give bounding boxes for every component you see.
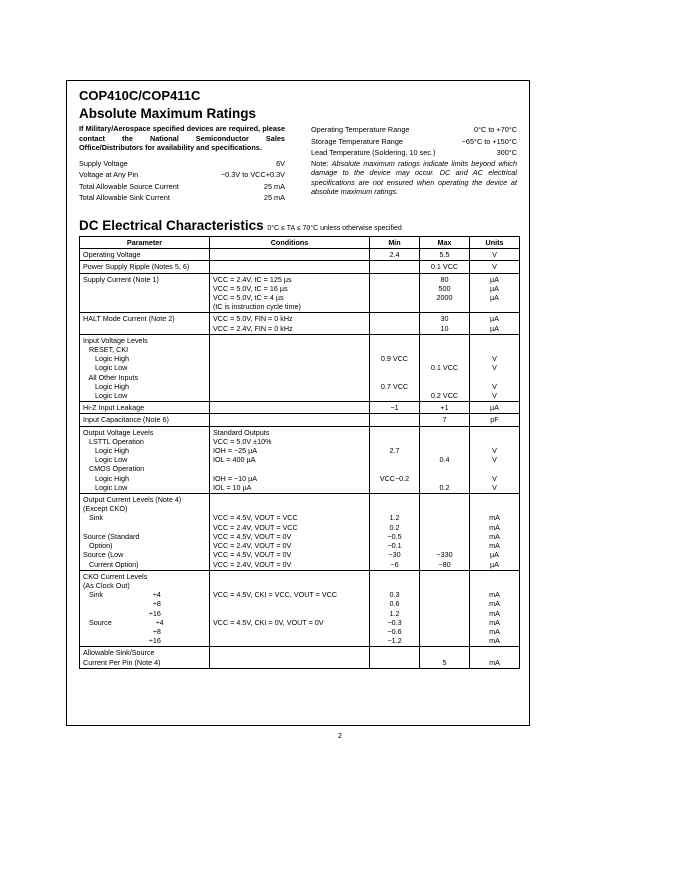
rating-label: Lead Temperature (Soldering, 10 sec.) <box>311 148 436 157</box>
cell-units: V V V V <box>470 334 520 401</box>
cell-parameter: Supply Current (Note 1) <box>80 273 210 313</box>
cell-parameter: Power Supply Ripple (Notes 5, 6) <box>80 261 210 273</box>
cell-min <box>370 647 420 668</box>
dc-title: DC Electrical Characteristics 0°C ≤ TA ≤ 70°C unless otherwise specified <box>79 218 402 233</box>
cell-conditions: VCC = 5.0V, FIN = 0 kHz VCC = 2.4V, FIN = 0 kHz <box>210 313 370 334</box>
abs-max-right <box>311 124 517 197</box>
left-rating-row <box>79 169 285 181</box>
part-number: COP410C/COP411C <box>79 88 201 103</box>
cell-units: µA µA µA <box>470 273 520 313</box>
cell-min <box>370 261 420 273</box>
table-row <box>80 647 520 668</box>
cell-max: 30 10 <box>420 313 470 334</box>
cell-parameter: Hi-Z Input Leakage <box>80 402 210 414</box>
cell-parameter: Output Current Levels (Note 4) (Except CKO) Sink Source (Standard Option) Source (Low Current Option) <box>80 494 210 571</box>
cell-min: 0.9 VCC 0.7 VCC <box>370 334 420 401</box>
rating-value: 25 mA <box>263 193 285 202</box>
cell-units: µA µA <box>470 313 520 334</box>
cell-min: −1 <box>370 402 420 414</box>
cell-min <box>370 273 420 313</box>
cell-conditions: VCC = 2.4V, tC = 125 µs VCC = 5.0V, tC = 16 µs VCC = 5.0V, tC = 4 µs (tC is instruction cycle time) <box>210 273 370 313</box>
table-row <box>80 494 520 571</box>
cell-parameter: CKO Current Levels (As Clock Out) Sink ÷4 ÷8 ÷16 Source ÷4 ÷8 ÷16 <box>80 570 210 647</box>
military-warning: If Military/Aerospace specified devices are required, please contact the National Semiconductor Sales Office/Distributors for availability and specifications. <box>79 124 285 152</box>
rating-value: 6V <box>276 158 285 168</box>
left-rating-row <box>79 192 285 204</box>
right-rating-row <box>311 136 517 148</box>
table-row <box>80 249 520 261</box>
cell-max: 5 <box>420 647 470 668</box>
table-row <box>80 273 520 313</box>
dc-table <box>79 236 520 669</box>
cell-min: 1.2 0.2 −0.5 −0.1 −30 −6 <box>370 494 420 571</box>
cell-units: mA mA mA mA µA µA <box>470 494 520 571</box>
dc-condition: 0°C ≤ TA ≤ 70°C unless otherwise specified <box>267 225 402 232</box>
abs-max-title: Absolute Maximum Ratings <box>79 106 257 121</box>
rating-label: Total Allowable Source Current <box>79 181 179 191</box>
table-row <box>80 570 520 647</box>
cell-max: 80 500 2000 <box>420 273 470 313</box>
cell-conditions <box>210 402 370 414</box>
rating-value: 0°C to +70°C <box>474 125 517 134</box>
header-parameter: Parameter <box>80 237 210 249</box>
right-rating-row <box>311 124 517 136</box>
cell-max: 0.1 VCC <box>420 261 470 273</box>
table-row <box>80 334 520 401</box>
cell-parameter: Operating Voltage <box>80 249 210 261</box>
cell-max: 0.4 0.2 <box>420 426 470 493</box>
cell-conditions <box>210 334 370 401</box>
cell-max: −330 −80 <box>420 494 470 571</box>
cell-parameter: Input Voltage Levels RESET, CKI Logic High Logic Low All Other Inputs Logic High Logic Low <box>80 334 210 401</box>
cell-units: V <box>470 261 520 273</box>
cell-min <box>370 313 420 334</box>
abs-max-left <box>79 124 285 204</box>
cell-max: 7 <box>420 414 470 426</box>
dc-header-row <box>80 237 520 249</box>
cell-parameter: HALT Mode Current (Note 2) <box>80 313 210 334</box>
cell-conditions <box>210 414 370 426</box>
cell-max: 5.5 <box>420 249 470 261</box>
cell-conditions: VCC = 4.5V, CKI = VCC, VOUT = VCC VCC = 4.5V, CKI = 0V, VOUT = 0V <box>210 570 370 647</box>
rating-label: Voltage at Any Pin <box>79 170 139 179</box>
cell-conditions: Standard Outputs VCC = 5.0V ±10% IOH = −25 µA IOL = 400 µA IOH = −10 µA IOL = 10 µA <box>210 426 370 493</box>
cell-units: µA <box>470 402 520 414</box>
header-min: Min <box>370 237 420 249</box>
header-units: Units <box>470 237 520 249</box>
rating-label: Operating Temperature Range <box>311 125 410 134</box>
cell-min: 2.7 VCC−0.2 <box>370 426 420 493</box>
table-row <box>80 402 520 414</box>
cell-parameter: Allowable Sink/Source Current Per Pin (Note 4) <box>80 647 210 668</box>
table-row <box>80 426 520 493</box>
cell-units: V V V V <box>470 426 520 493</box>
cell-min <box>370 414 420 426</box>
cell-conditions <box>210 261 370 273</box>
cell-conditions <box>210 647 370 668</box>
cell-parameter: Output Voltage Levels LSTTL Operation Logic High Logic Low CMOS Operation Logic High Logic Low <box>80 426 210 493</box>
rating-label: Supply Voltage <box>79 158 128 168</box>
cell-units: pF <box>470 414 520 426</box>
rating-value: 300°C <box>496 148 517 157</box>
cell-min: 0.3 0.6 1.2 −0.3 −0.6 −1.2 <box>370 570 420 647</box>
cell-conditions <box>210 249 370 261</box>
rating-label: Storage Temperature Range <box>311 136 403 146</box>
left-rating-row <box>79 158 285 170</box>
rating-label: Total Allowable Sink Current <box>79 193 170 202</box>
rating-value: 25 mA <box>263 181 285 191</box>
header-conditions: Conditions <box>210 237 370 249</box>
cell-parameter: Input Capacitance (Note 6) <box>80 414 210 426</box>
cell-conditions: VCC = 4.5V, VOUT = VCC VCC = 2.4V, VOUT = VCC VCC = 4.5V, VOUT = 0V VCC = 2.4V, VOUT = 0V VCC = 4.5V, VOUT = 0V VCC = 2.4V, VOUT = 0V <box>210 494 370 571</box>
cell-min: 2.4 <box>370 249 420 261</box>
cell-units: mA <box>470 647 520 668</box>
left-rating-row <box>79 181 285 193</box>
rating-value: −65°C to +150°C <box>461 136 517 146</box>
table-row <box>80 414 520 426</box>
table-row <box>80 261 520 273</box>
abs-max-note: Note: Absolute maximum ratings indicate limits beyond which damage to the device may occur. DC and AC electrical specifications are not ensured when operating the device at absolute maximum ratings. <box>311 158 517 196</box>
cell-max: 0.1 VCC 0.2 VCC <box>420 334 470 401</box>
cell-units: mA mA mA mA mA mA <box>470 570 520 647</box>
cell-units: V <box>470 249 520 261</box>
header-max: Max <box>420 237 470 249</box>
rating-value: −0.3V to VCC+0.3V <box>220 170 285 179</box>
table-row <box>80 313 520 334</box>
right-rating-row <box>311 147 517 159</box>
page-number: 2 <box>337 731 343 740</box>
cell-max <box>420 570 470 647</box>
cell-max: +1 <box>420 402 470 414</box>
